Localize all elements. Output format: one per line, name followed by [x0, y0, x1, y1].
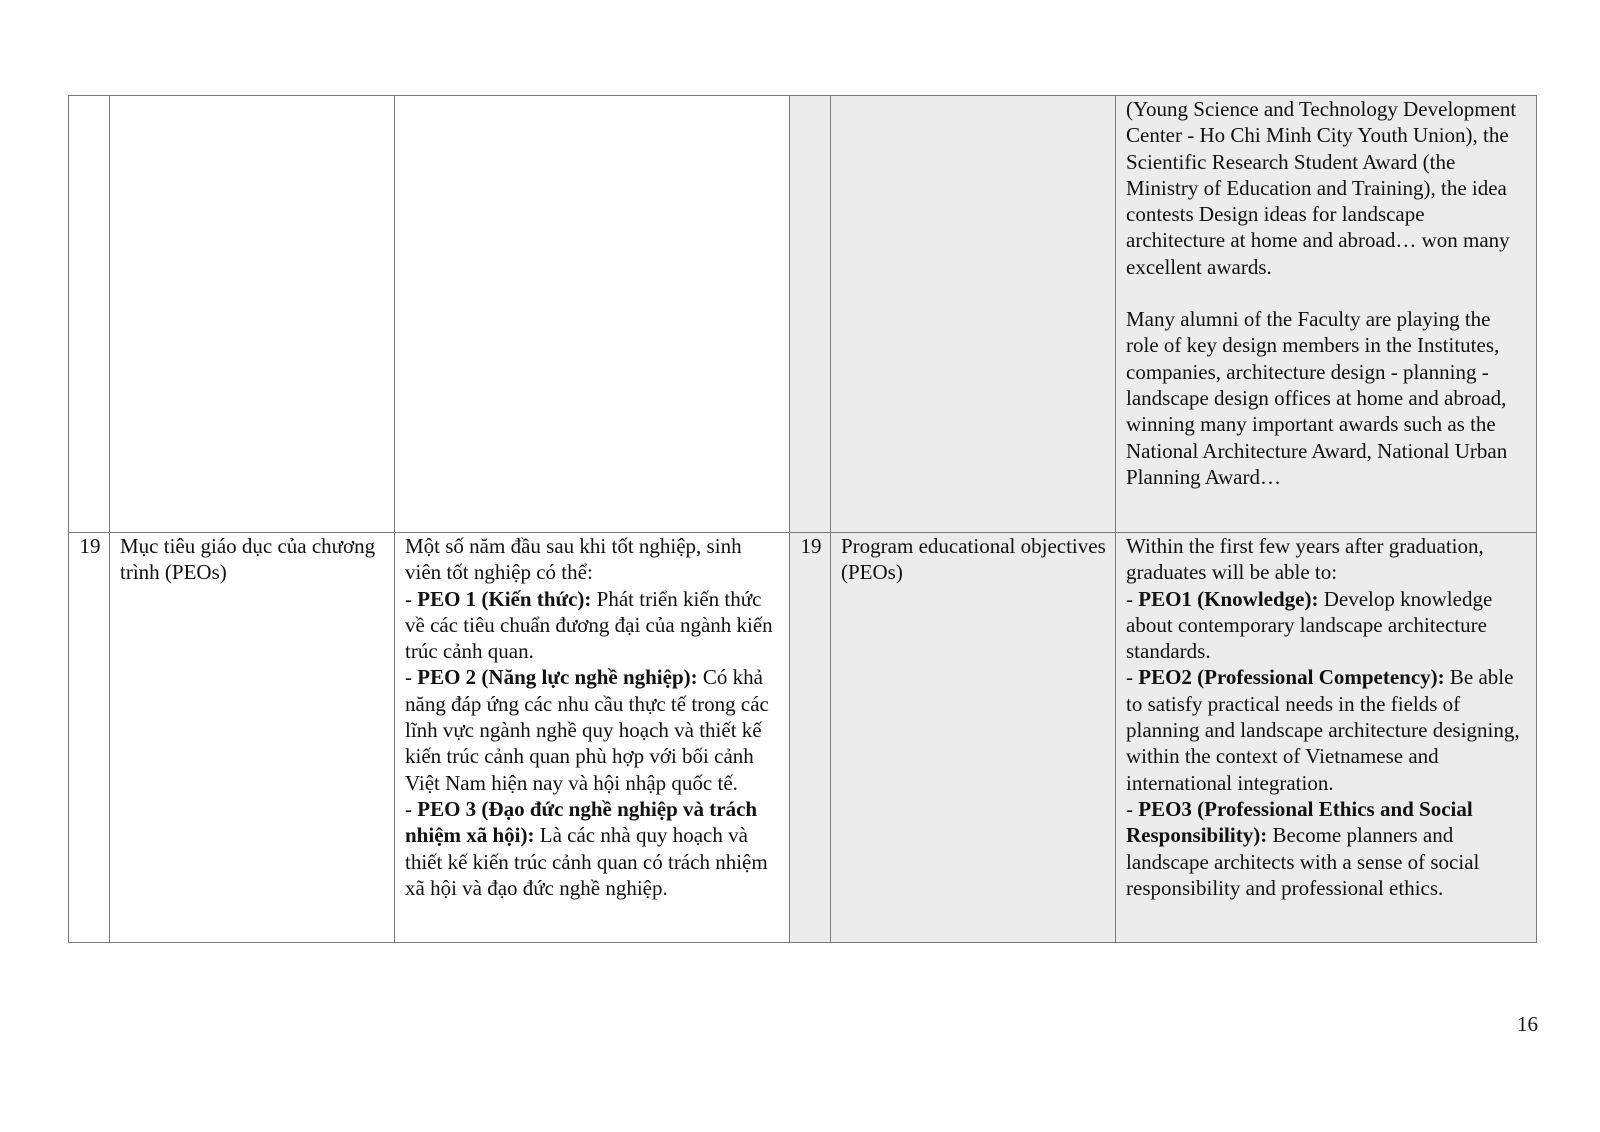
vi-row-content — [395, 533, 790, 943]
bold-label: PEO 3 (Đạo đức nghề nghiệp và trách nhiệm xã hội): — [405, 796, 758, 848]
bold-label: PEO 1 (Kiến thức): — [417, 586, 592, 611]
en-row-number — [790, 96, 831, 533]
paragraph: - PEO 1 (Kiến thức): Phát triển kiến thức về các tiêu chuẩn đương đại của ngành kiến trúc cảnh quan. — [405, 586, 773, 664]
en-row-number: 19 — [790, 533, 831, 943]
en-row-content — [1116, 533, 1537, 943]
en-row-title — [831, 96, 1116, 533]
bold-label: PEO2 (Professional Competency): — [1138, 665, 1445, 690]
paragraph: - PEO1 (Knowledge): Develop knowledge about contemporary landscape architecture standards. — [1126, 586, 1493, 664]
table-row — [69, 96, 1537, 533]
paragraph: (Young Science and Technology Development Center - Ho Chi Minh City Youth Union), the Scientific Research Student Award (the Ministry of Education and Training), the idea contests Design ideas for landscape architecture at home and abroad… won many excellent awards. — [1126, 97, 1517, 279]
paragraph: Many alumni of the Faculty are playing the role of key design members in the Institutes, companies, architecture design - planning - landscape design offices at home and abroad, winning many important awards such as the National Architecture Award, National Urban Planning Award… — [1126, 307, 1508, 489]
bold-label: PEO1 (Knowledge): — [1138, 586, 1319, 611]
en-row-title: Program educational objectives (PEOs) — [831, 533, 1116, 943]
paragraph: - PEO2 (Professional Competency): Be able to satisfy practical needs in the fields of planning and landscape architecture designing, within the context of Vietnamese and international integration. — [1126, 665, 1520, 795]
bold-label: PEO 2 (Năng lực nghề nghiệp): — [417, 665, 698, 690]
vi-row-content — [395, 96, 790, 533]
vi-row-number — [69, 96, 110, 533]
page-number: 16 — [1517, 1012, 1538, 1036]
paragraph: - PEO 2 (Năng lực nghề nghiệp): Có khả năng đáp ứng các nhu cầu thực tế trong các lĩnh vực ngành nghề quy hoạch và thiết kế kiến trúc cảnh quan phù hợp với bối cảnh Việt Nam hiện nay và hội nhập quốc tế. — [405, 665, 769, 795]
table-row — [69, 533, 1537, 943]
paragraph: - PEO3 (Professional Ethics and Social Responsibility): Become planners and landscape architects with a sense of social responsibility and professional ethics. — [1126, 796, 1480, 900]
paragraph: Một số năm đầu sau khi tốt nghiệp, sinh viên tốt nghiệp có thể: — [405, 534, 742, 585]
paragraph-gap — [1126, 280, 1528, 306]
en-row-content — [1116, 96, 1537, 533]
vi-row-number: 19 — [69, 533, 110, 943]
bold-label: PEO3 (Professional Ethics and Social Responsibility): — [1126, 796, 1473, 848]
vi-row-title — [110, 96, 395, 533]
program-spec-table — [68, 95, 1537, 943]
vi-row-title: Mục tiêu giáo dục của chương trình (PEOs) — [110, 533, 395, 943]
paragraph: Within the first few years after graduation, graduates will be able to: — [1126, 534, 1484, 585]
paragraph: - PEO 3 (Đạo đức nghề nghiệp và trách nhiệm xã hội): Là các nhà quy hoạch và thiết kế kiến trúc cảnh quan có trách nhiệm xã hội và đạo đức nghề nghiệp. — [405, 796, 768, 900]
